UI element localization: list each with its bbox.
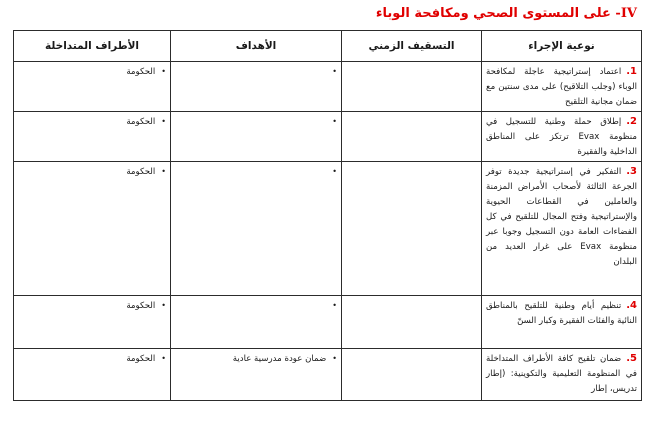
party-text: الحكومة [126,167,156,177]
goal-cell [171,349,342,401]
party-cell [14,349,171,401]
goal-cell [171,296,342,349]
row-number: 2. [626,116,637,127]
goal-cell [171,162,342,296]
party-cell [14,296,171,349]
party-cell [14,112,171,162]
bullet-icon: • [332,67,337,76]
goal-text: ضمان عودة مدرسية عادية [232,354,327,364]
header-timeline: التسقيف الزمني [342,31,482,62]
bullet-icon: • [161,301,166,310]
party-cell [14,62,171,112]
table-row [14,112,642,162]
procedure-text: التفكير في إستراتيجية جديدة توفر الجرعة الثالثة لأصحاب الأمراض المزمنة والعاملين في القطاعات الحيوية والإستراتيجية وفتح المجال للتلقيح في كل الفضاءات العامة دون التسجيل وجوبا عبر منظومة Evax على غرار العديد من البلدان [486,167,637,267]
timeline-cell [342,349,482,401]
table-row [14,296,642,349]
bullet-icon: • [332,167,337,176]
bullet-icon: • [161,67,166,76]
bullet-icon: • [161,167,166,176]
procedure-text: اعتماد إستراتيجية عاجلة لمكافحة الوباء (وجلب التلاقيح) على مدى سنتين مع ضمان مجانية التلقيح [486,67,637,107]
section-title: على المستوى الصحي ومكافحة الوباء [375,6,616,21]
goal-cell [171,112,342,162]
party-cell [14,162,171,296]
procedure-text: ضمان تلقيح كافة الأطراف المتداخلة في المنظومة التعليمية والتكوينية: (إطار تدريس، إطار [486,354,637,394]
party-text: الحكومة [126,301,156,311]
section-heading [376,6,637,21]
bullet-icon: • [332,301,337,310]
timeline-cell [342,62,482,112]
bullet-icon: • [332,117,337,126]
bullet-icon: • [332,354,337,363]
table-header-row [14,31,642,62]
bullet-icon: • [161,354,166,363]
party-text: الحكومة [126,117,156,127]
procedure-text: تنظيم أيام وطنية للتلقيح بالمناطق النائية والفئات الفقيرة وكبار السنّ [486,301,637,326]
procedure-cell [482,296,642,349]
procedure-cell [482,62,642,112]
goal-cell [171,62,342,112]
row-number: 5. [626,353,637,364]
procedure-cell [482,349,642,401]
procedure-cell [482,162,642,296]
row-number: 4. [626,300,637,311]
row-number: 1. [626,66,637,77]
party-text: الحكومة [126,67,156,77]
measures-table [13,30,642,401]
table-row [14,62,642,112]
party-text: الحكومة [126,354,156,364]
row-number: 3. [626,166,637,177]
header-goals: الأهداف [171,31,342,62]
header-procedure: نوعية الإجراء [482,31,642,62]
timeline-cell [342,162,482,296]
timeline-cell [342,296,482,349]
timeline-cell [342,112,482,162]
section-numeral: IV- [615,6,637,21]
header-parties: الأطراف المتداخلة [14,31,171,62]
table-row [14,162,642,296]
bullet-icon: • [161,117,166,126]
procedure-cell [482,112,642,162]
table-row [14,349,642,401]
procedure-text: إطلاق حملة وطنية للتسجيل في منظومة Evax ترتكز على المناطق الداخلية والفقيرة [486,117,637,157]
